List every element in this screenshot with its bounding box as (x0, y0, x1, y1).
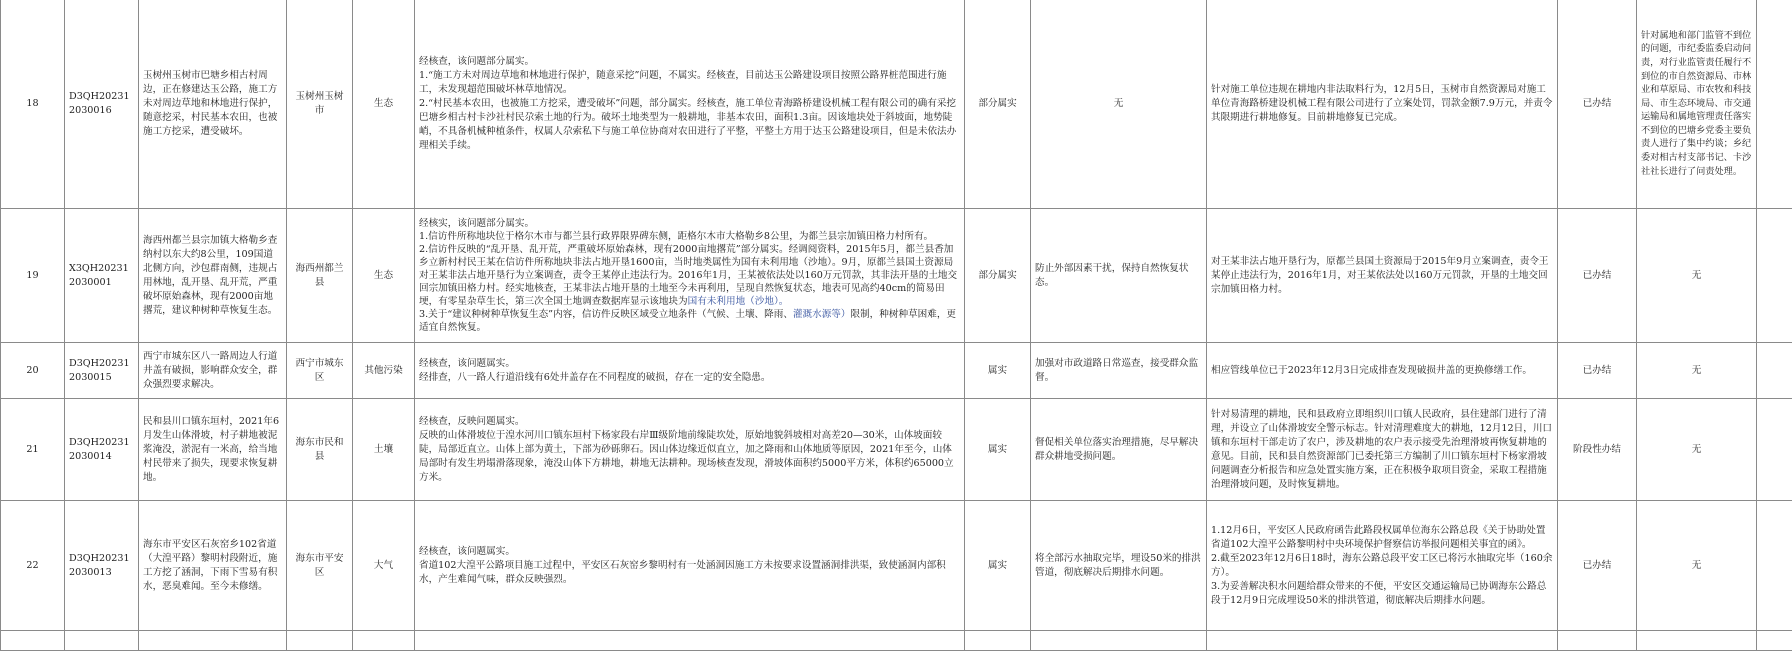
case-code: D3QH202312030014 (65, 399, 139, 501)
region: 海东市民和县 (287, 399, 353, 501)
finding-highlight: 国有未利用地（沙地）。 (687, 296, 789, 307)
table-row (1, 343, 1792, 399)
accountability: 无 (1637, 209, 1757, 343)
finding-line: 省道102大湟平公路项目施工过程中，平安区石灰窑乡黎明村有一处涵洞因施工方未按要求设置涵洞排洪渠，致使涵洞内部积水，产生难闻气味，群众反映强烈。 (419, 559, 946, 585)
table-row-partial (1, 631, 1792, 651)
region: 玉树州玉树市 (287, 0, 353, 209)
finding-text-segment: 2.信访件反映的“乱开垦、乱开荒，严重破坏原始森林，现有2000亩地撂荒”部分属实。经调阅资料，2015年5月，都兰县香加乡立新村村民王某在信访件所称地块非法占地开垦1600亩，当时地类属性为国有未利用地（沙地）。9月，原都兰县国土资源局对王某非法占地开垦行为立案调查，责令王某停止违法行为。2016年1月，王某被依法处以160万元罚款，其非法开垦的土地交回宗加镇田格力村。经实地核查，王某非法占地开垦的土地至今未再利用，呈现自然恢复状态，地表可见高约40cm的简易田埂，有零星杂草生长，第三次全国土地调查数据库显示该地块为 (419, 244, 958, 307)
complaint-text: 西宁市城东区八一路周边人行道井盖有破损，影响群众安全，群众强烈要求解决。 (139, 343, 287, 399)
blank-cell (1757, 631, 1792, 651)
handling-line: 1.12月6日，平安区人民政府函告此路段权属单位海东公路总段《关于协助处置省道102大湟平公路黎明村中央环境保护督察信访举报问题相关事宜的函》。 (1211, 524, 1546, 550)
region: 海西州都兰县 (287, 209, 353, 343)
pollution-type: 生态 (353, 0, 415, 209)
blank-cell (65, 631, 139, 651)
handling-result: 针对施工单位违规在耕地内非法取料行为，12月5日，玉树市自然资源局对施工单位青海路桥建设机械工程有限公司进行了立案处罚，罚款金额7.9万元，并责令其限期进行耕地修复。目前耕地修复已完成。 (1207, 0, 1558, 209)
status: 已办结 (1558, 501, 1637, 631)
case-code: D3QH202312030016 (65, 0, 139, 209)
blank-cell (139, 631, 287, 651)
accountability: 无 (1637, 343, 1757, 399)
finding-text (415, 501, 965, 631)
verdict: 属实 (965, 501, 1031, 631)
status: 已办结 (1558, 343, 1637, 399)
finding-line: 经核查，该问题属实。 (419, 545, 515, 557)
verdict: 属实 (965, 343, 1031, 399)
finding-line (419, 243, 960, 308)
pollution-type: 生态 (353, 209, 415, 343)
table-row (1, 209, 1792, 343)
complaint-text: 民和县川口镇东垣村，2021年6月发生山体滑坡，村子耕地被泥浆淹没，淤泥有一米高，给当地村民带来了损失，现要求恢复耕地。 (139, 399, 287, 501)
measures: 防止外部因素干扰，保持自然恢复状态。 (1031, 209, 1207, 343)
blank-cell (1, 631, 65, 651)
pollution-type: 大气 (353, 501, 415, 631)
verdict: 部分属实 (965, 0, 1031, 209)
finding-text (415, 399, 965, 501)
finding-line: 经核查，反映问题属实。 (419, 415, 525, 427)
finding-text-segment: 限制，种树种 (850, 309, 909, 320)
finding-text (415, 209, 965, 343)
accountability: 无 (1637, 501, 1757, 631)
table-row (1, 501, 1792, 631)
handling-result (1207, 501, 1558, 631)
finding-highlight: 灌溉水源等） (792, 309, 851, 320)
case-code: X3QH202312030001 (65, 209, 139, 343)
row-number: 18 (1, 0, 65, 209)
handling-result: 对王某非法占地开垦行为，原都兰县国土资源局于2015年9月立案调查，责令王某停止违法行为，2016年1月，对王某依法处以160万元罚款，开垦的土地交回宗加镇田格力村。 (1207, 209, 1558, 343)
blank-cell (1031, 631, 1207, 651)
pollution-type: 其他污染 (353, 343, 415, 399)
pollution-type: 土壤 (353, 399, 415, 501)
row-number: 19 (1, 209, 65, 343)
blank-cell (287, 631, 353, 651)
blank-cell (415, 631, 965, 651)
complaint-text: 海西州都兰县宗加镇大格勒乡查纳村以东大约8公里，109国道北侧方向，沙包群南侧，违规占用林地，乱开垦、乱开荒，严重破坏原始森林，现有2000亩地撂荒，建议种树种草恢复生态。 (139, 209, 287, 343)
finding-text-segment: 3.关于“建议种树种草恢复生态”内容，信访件反映区域受立地条件（气候、土壤、降雨、 (419, 309, 793, 320)
finding-line: 经核查，该问题部分属实。 (419, 55, 535, 67)
row-number: 22 (1, 501, 65, 631)
blank-cell (1558, 631, 1637, 651)
case-code: D3QH202312030015 (65, 343, 139, 399)
finding-line: 反映的山体滑坡位于湟水河川口镇东垣村下杨家段右岸Ⅲ级阶地前缘陡坎处，原始地貌斜坡相对高差20—30米，山体坡面较陡，局部近直立。山体上部为黄土，下部为砂砾卵石。因山体边缘近似直立，加之降雨和山体地质等原因，2021年至今，山体局部时有发生坍塌滑落现象，淹没山体下方耕地，耕地无法耕种。现场核查发现，滑坡体面积约5000平方米，体积约65000立方米。 (419, 429, 954, 483)
finding-line (419, 308, 960, 334)
finding-line: 1.“施工方未对周边草地和林地进行保护，随意采挖”问题，不属实。经核查，目前达玉公路建设项目按照公路界桩范围进行施工，未发现超范围破坏林草地情况。 (419, 69, 947, 95)
accountability: 无 (1637, 399, 1757, 501)
accountability: 针对属地和部门监管不到位的问题，市纪委监委启动问责，对行业监管责任履行不到位的市自然资源局、市林业和草原局、市农牧和科技局、市生态环境局、市交通运输局和属地管理责任落实不到位的巴塘乡党委主要负责人进行了集中约谈；乡纪委对相古村支部书记、卡沙社社长进行了问责处理。 (1637, 0, 1757, 209)
blank-cell (1207, 631, 1558, 651)
row-number: 21 (1, 399, 65, 501)
status: 已办结 (1558, 209, 1637, 343)
finding-line: 经排查，八一路人行道沿线有6处井盖存在不同程度的破损，存在一定的安全隐患。 (419, 371, 771, 383)
measures: 督促相关单位落实治理措施，尽早解决群众耕地受损问题。 (1031, 399, 1207, 501)
row-number: 20 (1, 343, 65, 399)
blank-cell (1757, 0, 1792, 209)
table-row (1, 399, 1792, 501)
measures: 将全部污水抽取完毕，埋设50米的排洪管道，彻底解决后期排水问题。 (1031, 501, 1207, 631)
measures: 加强对市政道路日常巡查，接受群众监督。 (1031, 343, 1207, 399)
region: 海东市平安区 (287, 501, 353, 631)
region: 西宁市城东区 (287, 343, 353, 399)
status: 已办结 (1558, 0, 1637, 209)
verdict: 部分属实 (965, 209, 1031, 343)
finding-text (415, 0, 965, 209)
measures: 无 (1031, 0, 1207, 209)
finding-line: 经核实，该问题部分属实。 (419, 218, 535, 229)
handling-line: 3.为妥善解决积水问题给群众带来的不便，平安区交通运输局已协调海东公路总段于12月9日完成埋设50米的排洪管道，彻底解决后期排水问题。 (1211, 580, 1547, 606)
blank-cell (965, 631, 1031, 651)
case-code: D3QH202312030013 (65, 501, 139, 631)
complaint-text: 海东市平安区石灰窑乡102省道（大湟平路）黎明村段附近，施工方挖了涵洞，下雨下雪易有积水，恶臭难闻。至今未修缮。 (139, 501, 287, 631)
finding-text-segment: 草困难，更适宜自然恢复。 (419, 309, 957, 333)
blank-cell (1757, 501, 1792, 631)
complaint-text: 玉树州玉树市巴塘乡相古村周边，正在修建达玉公路，施工方未对周边草地和林地进行保护，随意挖采，村民基本农田，也被施工方挖采，遭受破坏。 (139, 0, 287, 209)
blank-cell (1757, 399, 1792, 501)
table-row (1, 0, 1792, 209)
finding-line: 经核查，该问题属实。 (419, 357, 515, 369)
verdict: 属实 (965, 399, 1031, 501)
finding-line: 2.“村民基本农田，也被施工方挖采，遭受破坏”问题，部分属实。经核查，施工单位青海路桥建设机械工程有限公司的确有采挖巴塘乡相古村卡沙社村民尕索土地的行为。破坏土地类型为一般耕地，非基本农田，面积1.3亩。因该地块处于斜坡面，地势陡峭，不具备机械种植条件，权属人尕索私下与施工单位协商对农田进行了平整，平整土方用于达玉公路建设项目，但是未依法办理相关手续。 (419, 97, 957, 151)
handling-result: 相应管线单位已于2023年12月3日完成排查发现破损井盖的更换修缮工作。 (1207, 343, 1558, 399)
finding-text (415, 343, 965, 399)
blank-cell (1637, 631, 1757, 651)
finding-line: 1.信访件所称地块位于格尔木市与都兰县行政界限界碑东侧，距格尔木市大格勒乡8公里，为都兰县宗加镇田格力村所有。 (419, 231, 934, 242)
status: 阶段性办结 (1558, 399, 1637, 501)
blank-cell (1757, 209, 1792, 343)
handling-result: 针对易清理的耕地，民和县政府立即组织川口镇人民政府，县住建部门进行了清理，并设立了山体滑坡安全警示标志。针对清理难度大的耕地，12月12日，川口镇和东垣村干部走访了农户，涉及耕地的农户表示接受先治理滑坡再恢复耕地的意见。目前，民和县自然资源部门已委托第三方编制了川口镇东垣村下杨家滑坡问题调查分析报告和应急处置实施方案，正在积极争取项目资金，采取工程措施治理滑坡问题，及时恢复耕地。 (1207, 399, 1558, 501)
blank-cell (1757, 343, 1792, 399)
handling-line: 2.截至2023年12月6日18时，海东公路总段平安工区已将污水抽取完毕（160余方）。 (1211, 552, 1553, 578)
blank-cell (353, 631, 415, 651)
